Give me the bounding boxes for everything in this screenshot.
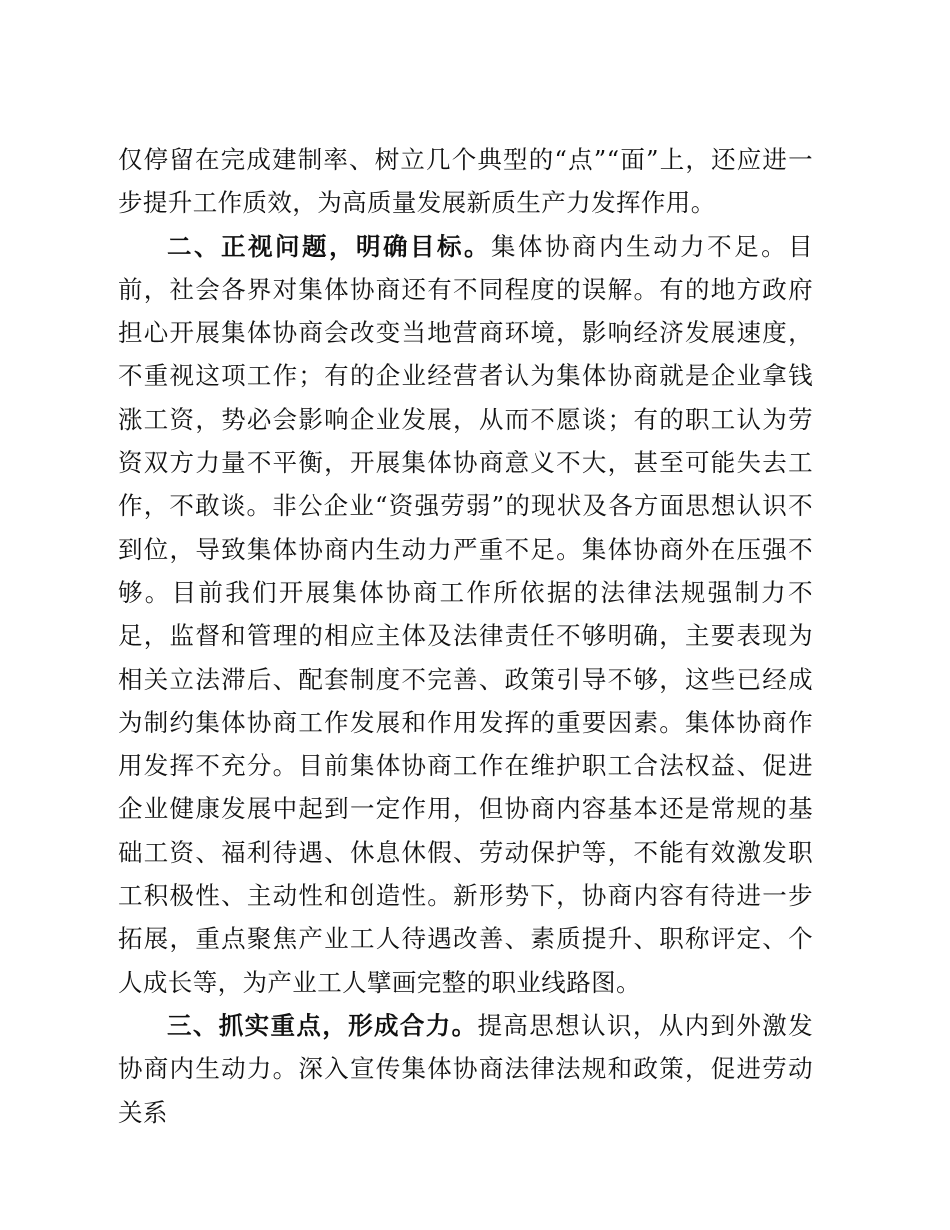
paragraph-section-3 — [118, 1004, 813, 1134]
paragraph-section-2 — [118, 225, 813, 1004]
section-heading: 三、抓实重点，形成合力。 — [167, 1010, 478, 1040]
paragraph-continuation — [118, 138, 813, 225]
document-page — [118, 138, 813, 1134]
paragraph-text: 提高思想认识，从内到外激发协商内生动力。深入宣传集体协商法律法规和政策，促进劳动关系 — [118, 1010, 813, 1127]
paragraph-text: 集体协商内生动力不足。目前，社会各界对集体协商还有不同程度的误解。有的地方政府担心开展集体协商会改变当地营商环境，影响经济发展速度，不重视这项工作；有的企业经营者认为集体协商就是企业拿钱涨工资，势必会影响企业发展，从而不愿谈；有的职工认为劳资双方力量不平衡，开展集体协商意义不大，甚至可能失去工作，不敢谈。非公企业“资强劳弱”的现状及各方面思想认识不到位，导致集体协商内生动力严重不足。集体协商外在压强不够。目前我们开展集体协商工作所依据的法律法规强制力不足，监督和管理的相应主体及法律责任不够明确，主要表现为相关立法滞后、配套制度不完善、政策引导不够，这些已经成为制约集体协商工作发展和作用发挥的重要因素。集体协商作用发挥不充分。目前集体协商工作在维护职工合法权益、促进企业健康发展中起到一定作用，但协商内容基本还是常规的基础工资、福利待遇、休息休假、劳动保护等，不能有效激发职工积极性、主动性和创造性。新形势下，协商内容有待进一步拓展，重点聚焦产业工人待遇改善、素质提升、职称评定、个人成长等，为产业工人擘画完整的职业线路图。 — [118, 231, 813, 997]
section-heading: 二、正视问题，明确目标。 — [167, 231, 492, 261]
paragraph-text: 仅停留在完成建制率、树立几个典型的“点”“面”上，还应进一步提升工作质效，为高质量发展新质生产力发挥作用。 — [118, 145, 813, 218]
